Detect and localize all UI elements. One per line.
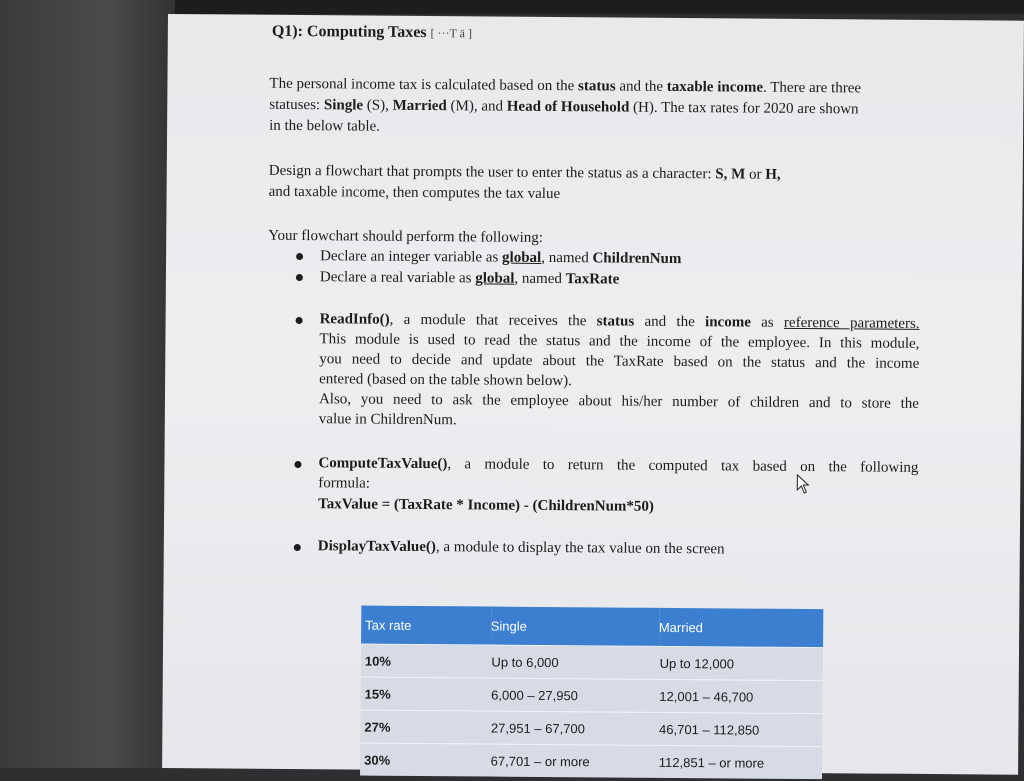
term-head-of-household: Head of Household xyxy=(506,98,630,116)
intro-line-2: statuses: Single (S), Married (M), and Head of Household (H). The tax rates for 2020 are shown xyxy=(269,96,859,118)
readinfo-line-4: entered (based on the table shown below). xyxy=(319,371,573,390)
cell-married: Up to 12,000 xyxy=(658,646,823,680)
document-page xyxy=(162,14,1024,775)
perform-intro: Your flowchart should perform the following: xyxy=(268,227,544,246)
table-row xyxy=(360,710,822,747)
readinfo-line-2: This module is used to read the status and the income of the employee. In this module, xyxy=(319,331,920,352)
question-heading xyxy=(272,21,472,45)
cell-rate: 27% xyxy=(360,710,490,744)
mouse-pointer-icon xyxy=(796,474,810,494)
compute-line-1: ComputeTaxValue(), a module to return the computed tax based on the following xyxy=(318,455,919,476)
cell-married: 112,851 – or more xyxy=(658,745,823,779)
readinfo-line-6: value in ChildrenNum. xyxy=(318,411,457,429)
intro-line-1: The personal income tax is calculated based on the status and the taxable income. There are three xyxy=(269,75,862,97)
bullet-global-taxrate: Declare a real variable as global, named TaxRate xyxy=(319,269,620,288)
readinfo-line-3: you need to decide and update about the TaxRate based on the status and the income xyxy=(319,351,920,372)
table-row xyxy=(361,677,823,714)
display-line: DisplayTaxValue(), a module to display the tax value on the screen xyxy=(317,538,725,558)
background-top xyxy=(175,0,1024,14)
cell-single: Up to 6,000 xyxy=(490,645,658,679)
bullet-icon xyxy=(294,461,301,468)
readinfo-line-5: Also, you need to ask the employee about his/her number of children and to store the xyxy=(318,391,920,412)
bullet-icon xyxy=(296,317,303,324)
term-taxable-income: taxable income xyxy=(666,78,764,96)
cell-rate: 15% xyxy=(361,677,491,711)
table-header-row xyxy=(361,606,823,648)
tax-formula: TaxValue = (TaxRate * Income) - (ChildrenNum*50) xyxy=(318,496,655,515)
term-married: Married xyxy=(392,97,447,115)
cell-rate: 30% xyxy=(360,743,490,777)
design-line-2: and taxable income, then computes the tax value xyxy=(268,183,561,203)
bullet-global-childrennum: Declare an integer variable as global, named ChildrenNum xyxy=(320,248,682,268)
table-row xyxy=(360,743,822,779)
term-status: status xyxy=(578,78,616,95)
cell-rate: 10% xyxy=(361,644,491,678)
design-line-1: Design a flowchart that prompts the user to enter the status as a character: S, M or H, xyxy=(268,162,781,183)
header-tax-rate: Tax rate xyxy=(361,606,491,646)
cell-married: 12,001 – 46,700 xyxy=(658,679,823,713)
background-left xyxy=(0,0,175,768)
intro-line-3: in the below table. xyxy=(269,117,380,135)
bullet-icon xyxy=(296,274,303,281)
table-row xyxy=(361,644,823,681)
cell-married: 46,701 – 112,850 xyxy=(658,712,823,746)
bullet-icon xyxy=(294,544,301,551)
module-displaytaxvalue: DisplayTaxValue() xyxy=(317,538,436,556)
cell-single: 67,701 – or more xyxy=(490,744,658,778)
header-single: Single xyxy=(491,607,659,647)
module-readinfo: ReadInfo() xyxy=(319,311,390,328)
module-computetaxvalue: ComputeTaxValue() xyxy=(318,455,448,473)
heading-text: Q1): Computing Taxes xyxy=(271,22,427,42)
cell-single: 6,000 – 27,950 xyxy=(490,678,658,712)
term-single: Single xyxy=(323,97,364,114)
bullet-icon xyxy=(296,253,303,260)
cell-single: 27,951 – 67,700 xyxy=(490,711,658,745)
header-married: Married xyxy=(659,608,824,648)
readinfo-line-1: ReadInfo(), a module that receives the status and the income as reference parameters. xyxy=(319,311,920,332)
tax-rate-table xyxy=(360,606,823,780)
compute-line-2: formula: xyxy=(318,475,371,492)
heading-garbled-symbols: [ ···T ӓ ] xyxy=(430,26,473,41)
